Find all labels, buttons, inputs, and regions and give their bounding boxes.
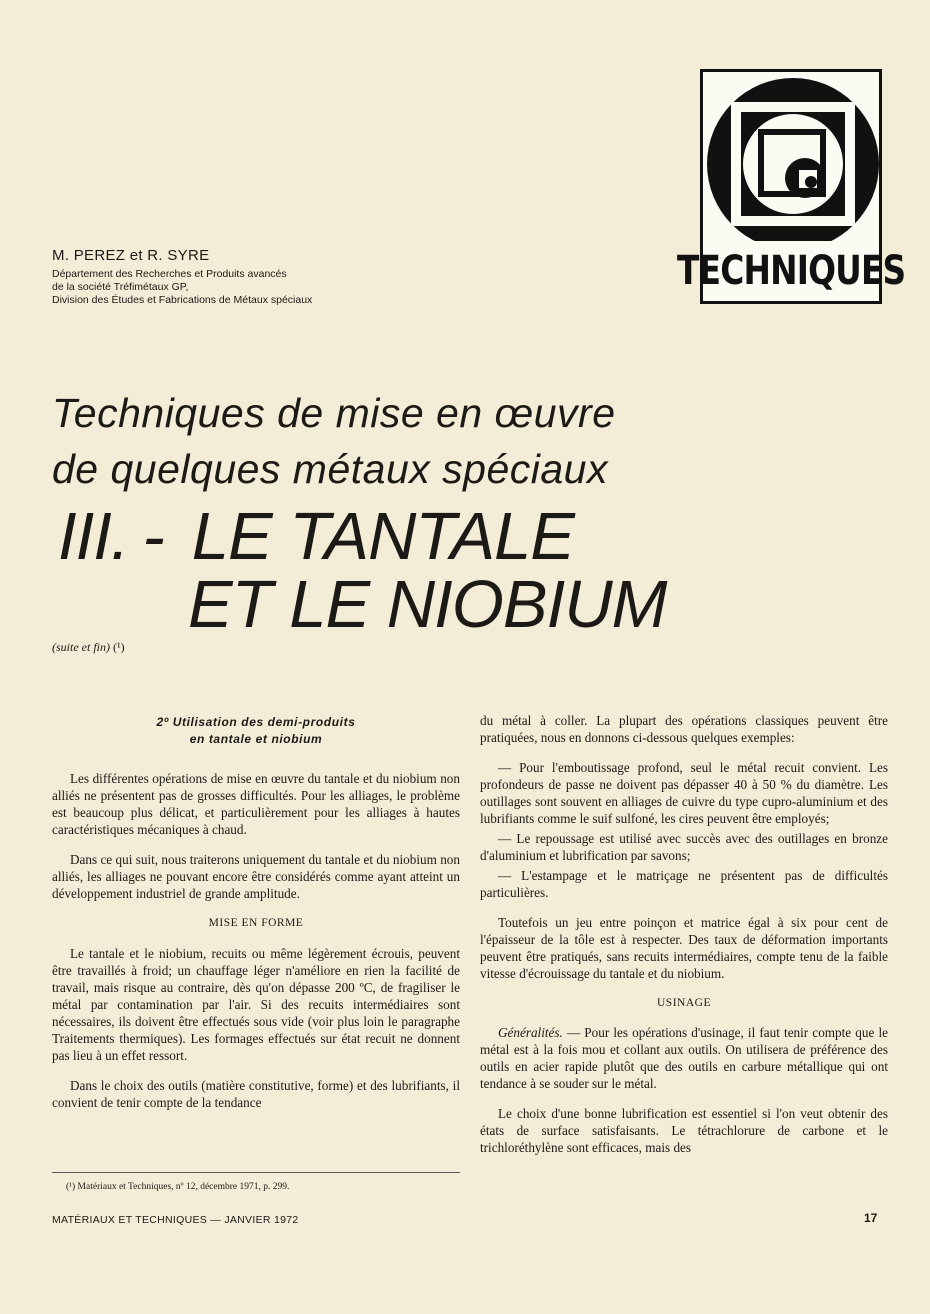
suite-text: (suite et fin) <box>52 640 110 654</box>
section-title-line: en tantale et niobium <box>189 732 323 746</box>
journal-footer: MATÉRIAUX ET TECHNIQUES — JANVIER 1972 <box>52 1214 299 1226</box>
title-dash: - <box>142 499 164 574</box>
section-title <box>52 714 460 748</box>
title-main: LE TANTALE <box>191 499 574 574</box>
title-line-3 <box>58 498 574 575</box>
affiliation-line: de la société Tréfimétaux GP, <box>52 281 189 293</box>
title-line-1: Techniques de mise en œuvre <box>52 390 616 436</box>
logo-emblem-icon <box>703 72 879 248</box>
title-line-4: ET LE NIOBIUM <box>188 567 667 642</box>
paragraph <box>480 1024 888 1092</box>
title-line-2: de quelques métaux spéciaux <box>52 446 608 492</box>
paragraph: Le tantale et le niobium, recuits ou même légèrement écrouis, peuvent être travaillés à froid; un chauffage léger n'améliore en rien la facilité de travail, mais risque au contraire, dès qu'on dépasse 200 ºC, de fragiliser le métal par contamination par l'air. Si des recuits intermédiaires sont nécessaires, ils doivent être effectués sous vide (voir plus loin le paragraphe Traitements thermiques). Les formages effectués sur état recuit ne donnent pas lieu à un effet ressort. <box>52 946 460 1063</box>
title-numeral: III. <box>58 499 129 574</box>
run-in-label: Généralités. <box>498 1025 563 1040</box>
paragraph: Toutefois un jeu entre poinçon et matrice égal à six pour cent de l'épaisseur de la tôle est à respecter. Des taux de déformation importants peuvent être pratiqués, sans recuits intermédiaires, compte tenu de la faible vitesse d'écrouissage du tantale et du niobium. <box>480 915 888 981</box>
paragraph: Dans ce qui suit, nous traiterons uniquement du tantale et du niobium non alliés, les alliages ne pouvant encore être considérés comme ayant atteint un développement industriel de grande amplitude. <box>52 852 460 901</box>
suite-note <box>52 640 125 655</box>
suite-ref: (¹) <box>112 640 125 654</box>
paragraph: Le choix d'une bonne lubrification est essentiel si l'on veut obtenir des états de surface satisfaisants. Le tétrachlorure de carbone et le trichloréthylène sont efficaces, mais des <box>480 1106 888 1155</box>
list-item: — Pour l'emboutissage profond, seul le métal recuit convient. Les profondeurs de passe ne doivent pas dépasser 40 à 50 % du diamètre. Les outillages sont souvent en alliages de cuivre du type cupro-aluminium et des lubrifiants comme le suif sulfoné, les cires peuvent être employés; <box>480 760 888 826</box>
subheading: USINAGE <box>657 997 711 1009</box>
paragraph: Dans le choix des outils (matière constitutive, forme) et des lubrifiants, il convient de tenir compte de la tendance <box>52 1078 460 1110</box>
footnote-rule <box>52 1172 460 1173</box>
footnote: (¹) Matériaux et Techniques, nº 12, décembre 1971, p. 299. <box>66 1182 290 1192</box>
page-number: 17 <box>864 1211 878 1225</box>
affiliation-line: Département des Recherches et Produits avancés <box>52 268 287 280</box>
column-right <box>480 712 888 1169</box>
paragraph: du métal à coller. La plupart des opérations classiques peuvent être pratiquées, nous en donnons ci-dessous quelques exemples: <box>480 713 888 745</box>
affiliation-line: Division des Études et Fabrications de Métaux spéciaux <box>52 294 313 306</box>
authors: M. PEREZ et R. SYRE <box>52 247 210 264</box>
affiliation <box>52 268 312 307</box>
paragraph-text: — Pour les opérations d'usinage, il faut tenir compte que le métal est à la fois mou et collant aux outils. On utilisera de préférence des outils en acier rapide plutôt que des outils en carbure métallique qui ont tendance à se souder sur le métal. <box>480 1025 888 1091</box>
list-item: — Le repoussage est utilisé avec succès avec des outillages en bronze d'aluminium et lubrification par savons; <box>480 831 888 863</box>
column-left <box>52 712 460 1124</box>
logo-wordmark <box>676 241 906 304</box>
subheading: MISE EN FORME <box>208 917 304 929</box>
list-item: — L'estampage et le matriçage ne présentent pas de difficultés particulières. <box>480 868 888 900</box>
logo-text: TECHNIQUES <box>676 248 906 294</box>
section-title-line: 2º Utilisation des demi-produits <box>156 715 356 729</box>
paragraph: Les différentes opérations de mise en œuvre du tantale et du niobium non alliés ne présentent pas de grosses difficultés. Pour les alliages, le problème est beaucoup plus délicat, et particulièrement pour les alliages à hautes caractéristiques mécaniques à chaud. <box>52 771 460 837</box>
